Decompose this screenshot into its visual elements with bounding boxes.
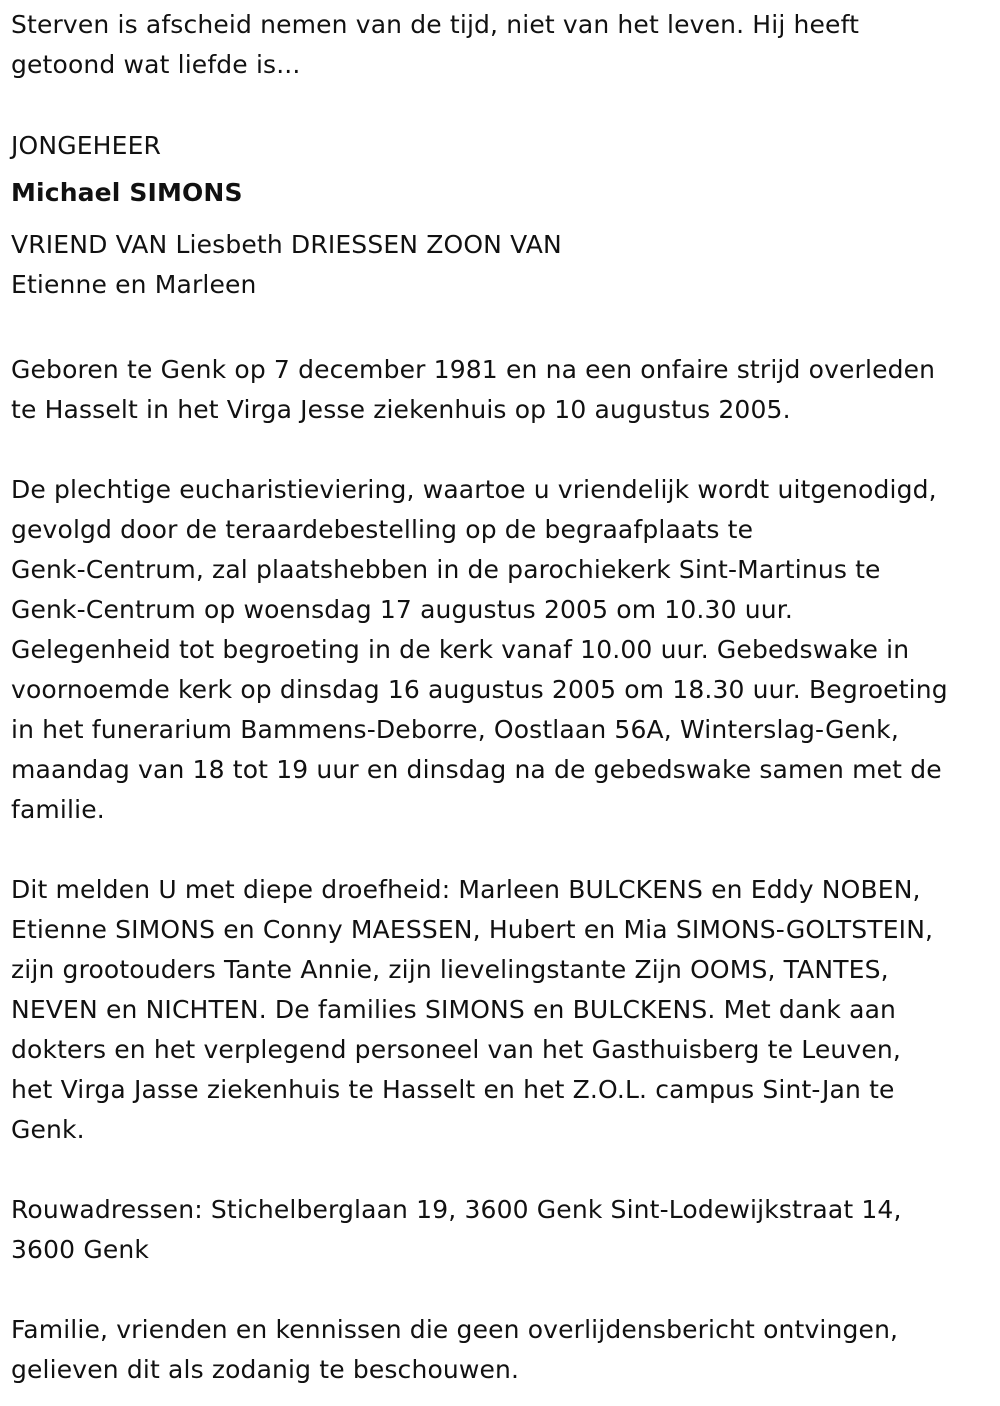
text-line: Etienne SIMONS en Conny MAESSEN, Hubert en Mia SIMONS-GOLTSTEIN, (11, 915, 934, 944)
text-line: in het funerarium Bammens-Deborre, Oostlaan 56A, Winterslag-Genk, (11, 715, 899, 744)
text-line: familie. (11, 795, 105, 824)
text-line: Genk-Centrum, zal plaatshebben in de parochiekerk Sint-Martinus te (11, 555, 881, 584)
text-line: voornoemde kerk op dinsdag 16 augustus 2005 om 18.30 uur. Begroeting (11, 675, 948, 704)
text-line: het Virga Jasse ziekenhuis te Hasselt en het Z.O.L. campus Sint-Jan te (11, 1075, 895, 1104)
ceremony-paragraph (11, 470, 948, 830)
text-line: Etienne en Marleen (11, 270, 257, 299)
text-line: Familie, vrienden en kennissen die geen overlijdensbericht ontvingen, (11, 1315, 899, 1344)
quote-paragraph (11, 5, 859, 85)
text-line: Gelegenheid tot begroeting in de kerk vanaf 10.00 uur. Gebedswake in (11, 635, 910, 664)
closing-paragraph (11, 1310, 898, 1390)
text-line: getoond wat liefde is... (11, 50, 301, 79)
text-line: Dit melden U met diepe droefheid: Marleen BULCKENS en Eddy NOBEN, (11, 875, 921, 904)
text-line: Geboren te Genk op 7 december 1981 en na een onfaire strijd overleden (11, 355, 936, 384)
text-line: Genk-Centrum op woensdag 17 augustus 2005 om 10.30 uur. (11, 595, 793, 624)
text-line: gevolgd door de teraardebestelling op de begraafplaats te (11, 515, 754, 544)
title-label: JONGEHEER (11, 131, 162, 160)
text-line: gelieven dit als zodanig te beschouwen. (11, 1355, 520, 1384)
text-line: maandag van 18 tot 19 uur en dinsdag na de gebedswake samen met de (11, 755, 942, 784)
addresses-paragraph (11, 1190, 902, 1270)
text-line: VRIEND VAN Liesbeth DRIESSEN ZOON VAN (11, 230, 562, 259)
text-line: De plechtige eucharistieviering, waartoe u vriendelijk wordt uitgenodigd, (11, 475, 937, 504)
text-line: Genk. (11, 1115, 85, 1144)
text-line: te Hasselt in het Virga Jesse ziekenhuis op 10 augustus 2005. (11, 395, 791, 424)
birth-death-paragraph (11, 350, 935, 430)
text-line: NEVEN en NICHTEN. De families SIMONS en BULCKENS. Met dank aan (11, 995, 897, 1024)
deceased-name: Michael SIMONS (11, 178, 243, 207)
family-paragraph (11, 870, 933, 1150)
text-line: Sterven is afscheid nemen van de tijd, niet van het leven. Hij heeft (11, 10, 860, 39)
text-line: Rouwadressen: Stichelberglaan 19, 3600 Genk Sint-Lodewijkstraat 14, (11, 1195, 902, 1224)
text-line: zijn grootouders Tante Annie, zijn lievelingstante Zijn OOMS, TANTES, (11, 955, 889, 984)
text-line: 3600 Genk (11, 1235, 149, 1264)
text-line: dokters en het verplegend personeel van het Gasthuisberg te Leuven, (11, 1035, 901, 1064)
relation-paragraph (11, 221, 562, 309)
